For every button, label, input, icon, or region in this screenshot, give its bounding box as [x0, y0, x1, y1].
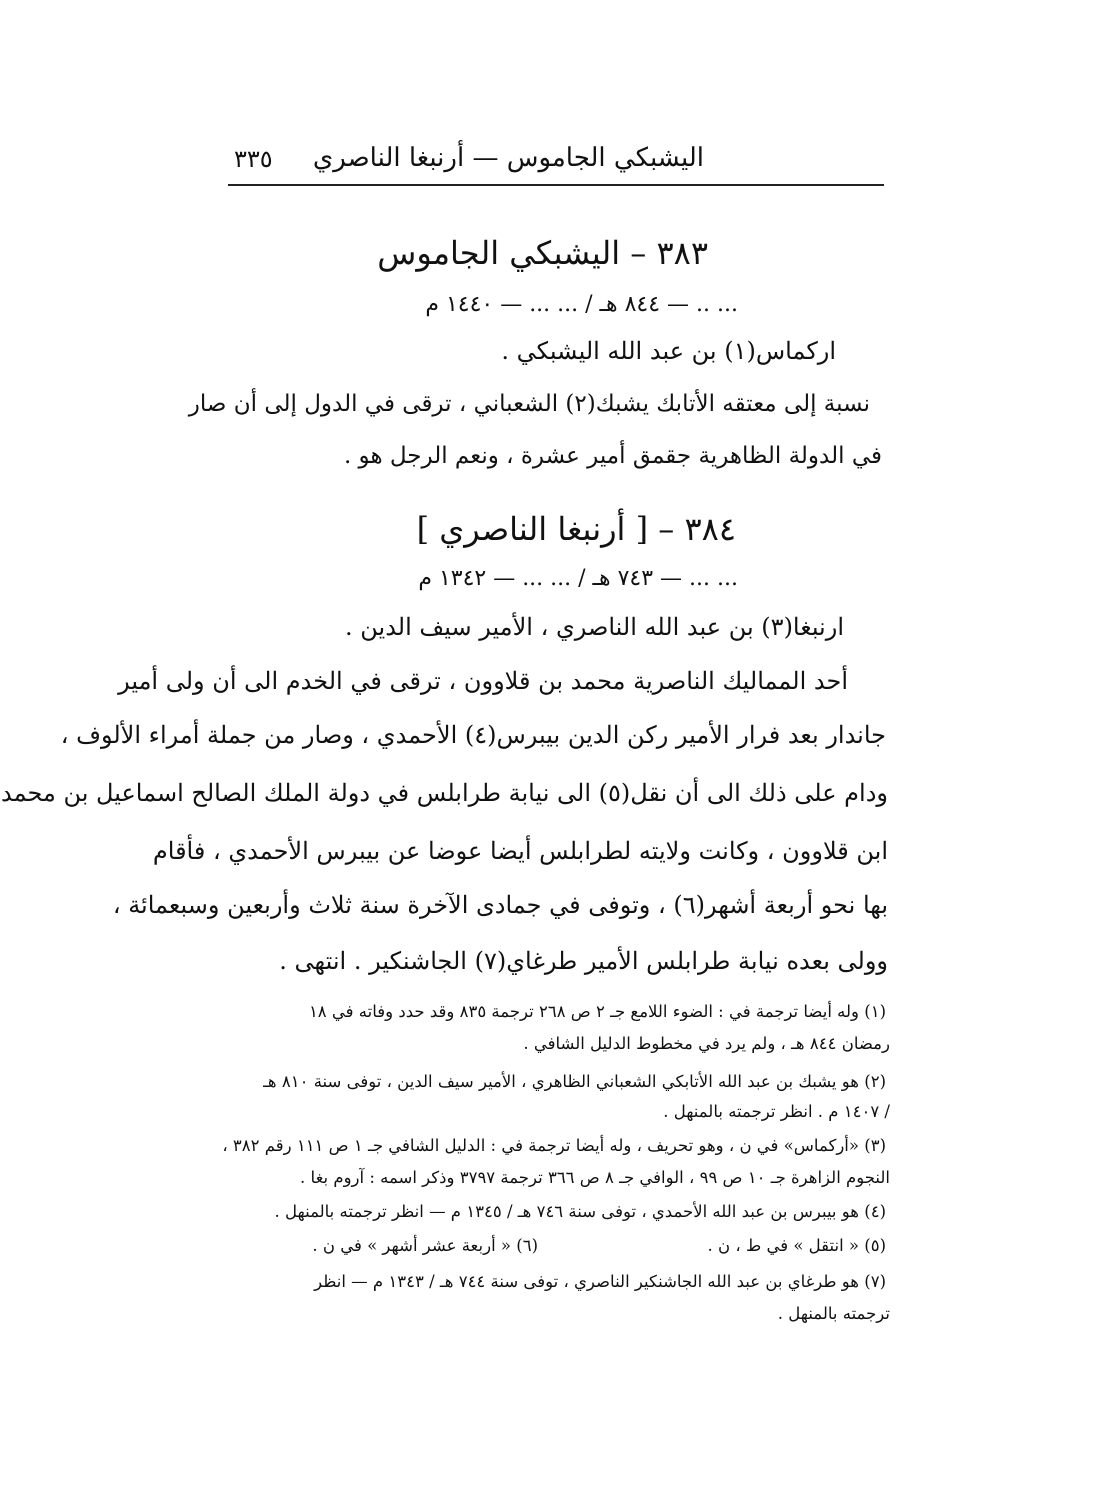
footnote-2-continued: / ١٤٠٧ م . انظر ترجمته بالمنهل . — [663, 1102, 890, 1121]
entry-384-dates: ... ... — ٧٤٣ هـ / ... ... — ١٣٤٢ م — [418, 566, 738, 591]
footnote-3: (٣) «أركماس» في ن ، وهو تحريف ، وله أيضا ترجمة في : الدليل الشافي جـ ١ ص ١١١ رقم ٣٨٢ ، — [222, 1136, 886, 1155]
entry-384-body-line-3: ودام على ذلك الى أن نقل(٥) الى نيابة طرابلس في دولة الملك الصالح اسماعيل بن محمد — [1, 779, 888, 807]
entry-384-body-line-6: وولى بعده نيابة طرابلس الأمير طرغاي(٧) الجاشنكير . انتهى . — [279, 947, 888, 975]
entry-383-title: ٣٨٣ – اليشبكي الجاموس — [377, 234, 708, 272]
footnote-1-continued: رمضان ٨٤٤ هـ ، ولم يرد في مخطوط الدليل الشافي . — [523, 1034, 890, 1053]
footnote-2: (٢) هو يشبك بن عبد الله الأتابكي الشعباني الظاهري ، الأمير سيف الدين ، توفى سنة ٨١٠ هـ — [263, 1072, 886, 1091]
footnote-1: (١) وله أيضا ترجمة في : الضوء اللامع جـ ٢ ص ٢٦٨ ترجمة ٨٣٥ وقد حدد وفاته في ١٨ — [308, 1002, 886, 1021]
entry-383-body-line-1: نسبة إلى معتقه الأتابك يشبك(٢) الشعباني ، ترقى في الدول إلى أن صار — [188, 391, 870, 417]
entry-384-name: ارنبغا(٣) بن عبد الله الناصري ، الأمير سيف الدين . — [345, 613, 844, 641]
footnote-4: (٤) هو بيبرس بن عبد الله الأحمدي ، توفى سنة ٧٤٦ هـ / ١٣٤٥ م — انظر ترجمته بالمنهل . — [274, 1202, 886, 1221]
footnote-7: (٧) هو طرغاي بن عبد الله الجاشنكير الناصري ، توفى سنة ٧٤٤ هـ / ١٣٤٣ م — انظر — [314, 1272, 886, 1291]
page-number: ٣٣٥ — [234, 145, 273, 173]
entry-383-dates: ... .. — ٨٤٤ هـ / ... ... — ١٤٤٠ م — [425, 292, 738, 317]
running-header — [230, 136, 884, 184]
footnote-7-continued: ترجمته بالمنهل . — [777, 1304, 890, 1323]
entry-384-body-line-2: جاندار بعد فرار الأمير ركن الدين بيبرس(٤) الأحمدي ، وصار من جملة أمراء الألوف ، — [60, 721, 886, 749]
entry-384-body-line-5: بها نحو أربعة أشهر(٦) ، وتوفى في جمادى الآخرة سنة ثلاث وأربعين وسبعمائة ، — [112, 891, 888, 919]
entry-384-body-line-1: أحد المماليك الناصرية محمد بن قلاوون ، ترقى في الخدم الى أن ولى أمير — [118, 667, 848, 695]
footnote-5: (٥) « انتقل » في ط ، ن . — [707, 1236, 886, 1255]
running-title: اليشبكي الجاموس — أرنبغا الناصري — [312, 143, 704, 173]
footnote-6: (٦) « أربعة عشر أشهر » في ن . — [312, 1236, 538, 1255]
entry-384-body-line-4: ابن قلاوون ، وكانت ولايته لطرابلس أيضا عوضا عن بيبرس الأحمدي ، فأقام — [152, 837, 888, 865]
footnote-3-continued: النجوم الزاهرة جـ ١٠ ص ٩٩ ، الوافي جـ ٨ ص ٣٦٦ ترجمة ٣٧٩٧ وذكر اسمه : آروم بغا . — [300, 1168, 890, 1187]
entry-383-body-line-2: في الدولة الظاهرية جقمق أمير عشرة ، ونعم الرجل هو . — [343, 443, 882, 469]
header-rule — [228, 184, 884, 186]
entry-383-name: اركماس(١) بن عبد الله اليشبكي . — [501, 337, 836, 365]
entry-384-title: ٣٨٤ – [ أرنبغا الناصري ] — [416, 510, 736, 548]
